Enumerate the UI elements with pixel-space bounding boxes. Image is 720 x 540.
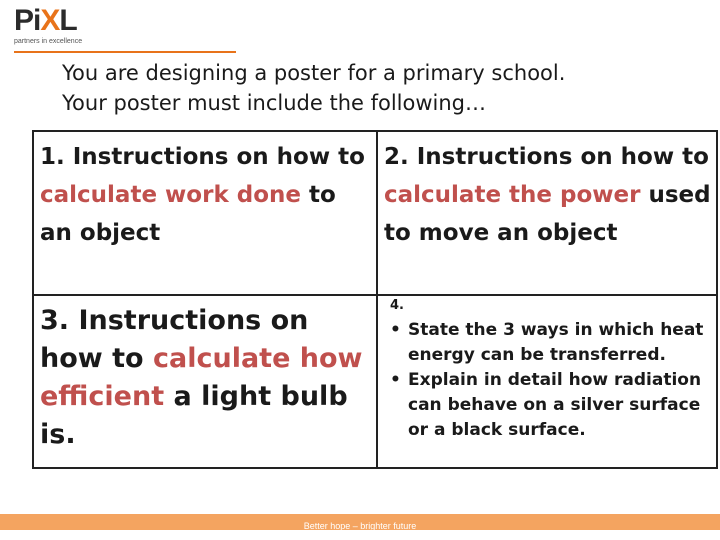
logo-tagline: partners in excellence [14, 38, 83, 45]
bullet-icon: • [390, 370, 401, 390]
task-cell-4 [376, 298, 716, 443]
pixl-logo [14, 6, 82, 45]
list-item: • State the 3 ways in which heat energy can be transferred. [390, 320, 704, 365]
task-1-highlight: calculate work done [40, 182, 301, 208]
task-4-bullet-list [376, 318, 716, 443]
intro-line-1: You are designing a poster for a primary school. [62, 61, 566, 85]
footer-bar [0, 514, 720, 530]
task-4-number: 4. [390, 298, 404, 313]
task-3-highlight: calculate how efficient [40, 343, 363, 412]
header-divider [14, 51, 236, 53]
task-2-highlight: calculate the power [384, 182, 641, 208]
footer-slogan: Better hope – brighter future [303, 521, 417, 531]
list-item: • Explain in detail how radiation can behave on a silver surface or a black surface. [390, 370, 702, 440]
intro-line-2: Your poster must include the following… [62, 91, 487, 115]
logo-wordmark: PiXL [14, 4, 77, 37]
task-cell-2: 2. Instructions on how to calculate the power used to move an object [384, 144, 711, 246]
task-cell-1: 1. Instructions on how to calculate work done to an object [40, 144, 365, 246]
grid-horizontal-divider [34, 294, 716, 296]
intro-text [62, 58, 565, 118]
task-grid [32, 130, 718, 469]
task-cell-3: 3. Instructions on how to calculate how efficient a light bulb is. [40, 305, 363, 450]
bullet-icon: • [390, 320, 401, 340]
